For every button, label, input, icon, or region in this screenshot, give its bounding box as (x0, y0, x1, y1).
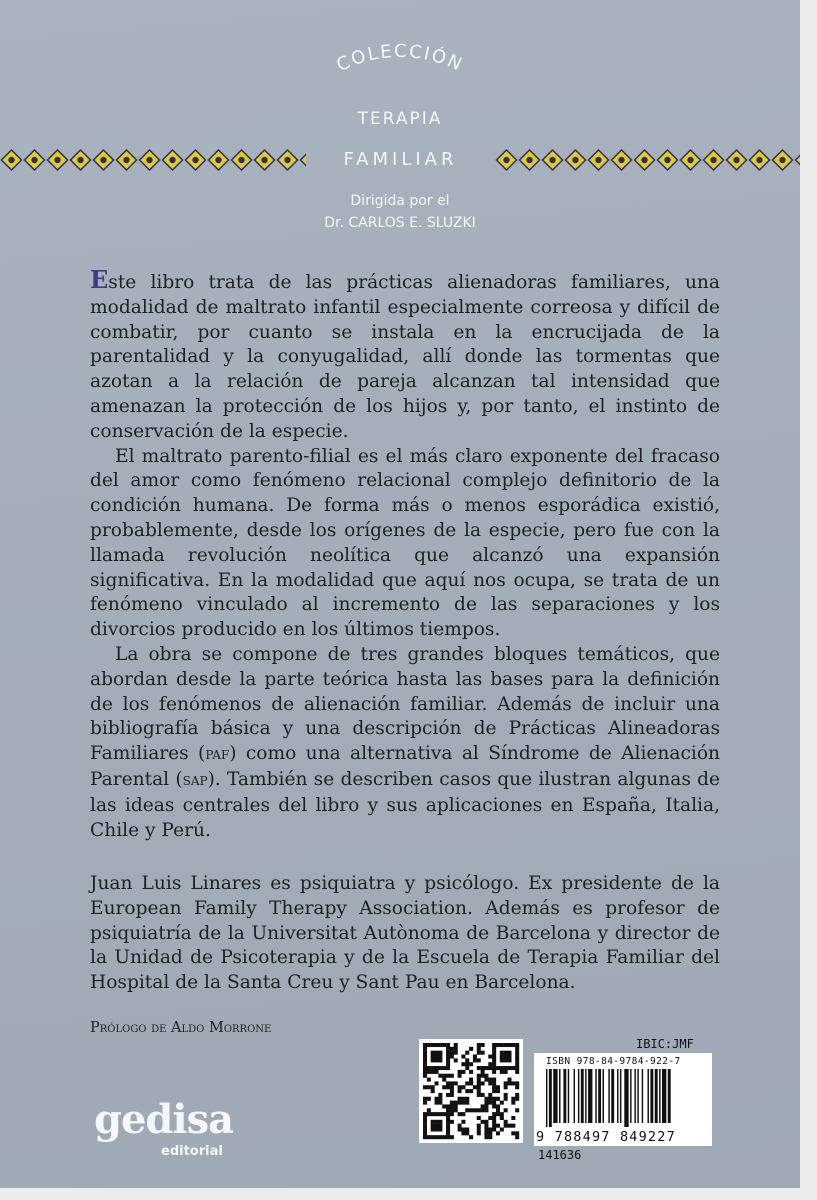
publisher-logo-sub: editorial (161, 1144, 223, 1159)
qr-code (419, 1039, 523, 1143)
blurb-paragraph-3: La obra se compone de tres grandes bloques temáticos, que abordan desde la parte teórica hasta las bases para la definición de los fenómenos de alienación familiar. Además de incluir una bibliografía básica y una descripción de Prácticas Alineadoras Familiares (PAF) como una alternativa al Síndrome de Alienación Parental (SAP). También se describen casos que ilustran algunas de las ideas centrales del libro y sus aplicaciones en España, Italia, Chile y Perú. (90, 643, 721, 841)
isbn-number: ISBN 978-84-9784-922-7 (546, 1056, 681, 1067)
prologue-credit: Prólogo de Aldo Morrone (90, 1020, 272, 1036)
page-edge-right (800, 0, 817, 1200)
coleccion-arc-title (280, 40, 520, 150)
barcode-bars (546, 1069, 706, 1127)
coleccion-text: COLECCIÓN (333, 40, 467, 77)
ibic-code: IBIC:JMF (636, 1037, 694, 1051)
internal-code: 141636 (538, 1148, 582, 1162)
drop-cap: E (90, 265, 109, 294)
blurb-paragraph-1: Este libro trata de las prácticas alienadoras familiares, una modalidad de maltrato infantil especialmente correosa y difícil de combatir, por cuanto se instala en la encrucijada de la parentalidad y la conyugalidad, allí donde las tormentas que azotan a la relación de pareja alcanzan tal intensidad que amenazan la protección de los hijos y, por tanto, el instinto de conservación de la especie. (90, 265, 720, 442)
decorative-band-left (0, 149, 306, 171)
series-directed-by: Dirigida por el (350, 193, 450, 209)
decorative-band-right (495, 149, 800, 171)
blurb-paragraph-2: El maltrato parento-filial es el más claro exponente del fracaso del amor como fenómeno relacional complejo definitorio de la condición humana. De forma más o menos esporádica existió, probablemente, desde los orígenes de la especie, pero fue con la llamada revolución neolítica que alcanzó una expansión significativa. En la modalidad que aquí nos ocupa, se trata de un fenómeno vinculado al incremento de las separaciones y los divorcios producido en los últimos tiempos. (90, 445, 720, 641)
page-edge-bottom (0, 1188, 817, 1200)
blurb (90, 265, 721, 843)
series-title-familiar: FAMILIAR (343, 149, 458, 170)
ean-digits: 9 788497 849227 (536, 1129, 676, 1145)
series-director-name: Dr. CARLOS E. SLUZKI (324, 215, 476, 231)
series-title-terapia: TERAPIA (357, 109, 443, 129)
publisher-logo: gedisa (94, 1096, 234, 1143)
author-bio: Juan Luis Linares es psiquiatra y psicólogo. Ex presidente de la European Family Therapy Association. Además es profesor de psiquiatría de la Universitat Autònoma de Barcelona y director de la Unidad de Psicoterapia y de la Escuela de Terapia Familiar del Hospital de la Santa Creu y Sant Pau en Barcelona. (90, 873, 720, 994)
isbn-barcode (534, 1053, 712, 1146)
